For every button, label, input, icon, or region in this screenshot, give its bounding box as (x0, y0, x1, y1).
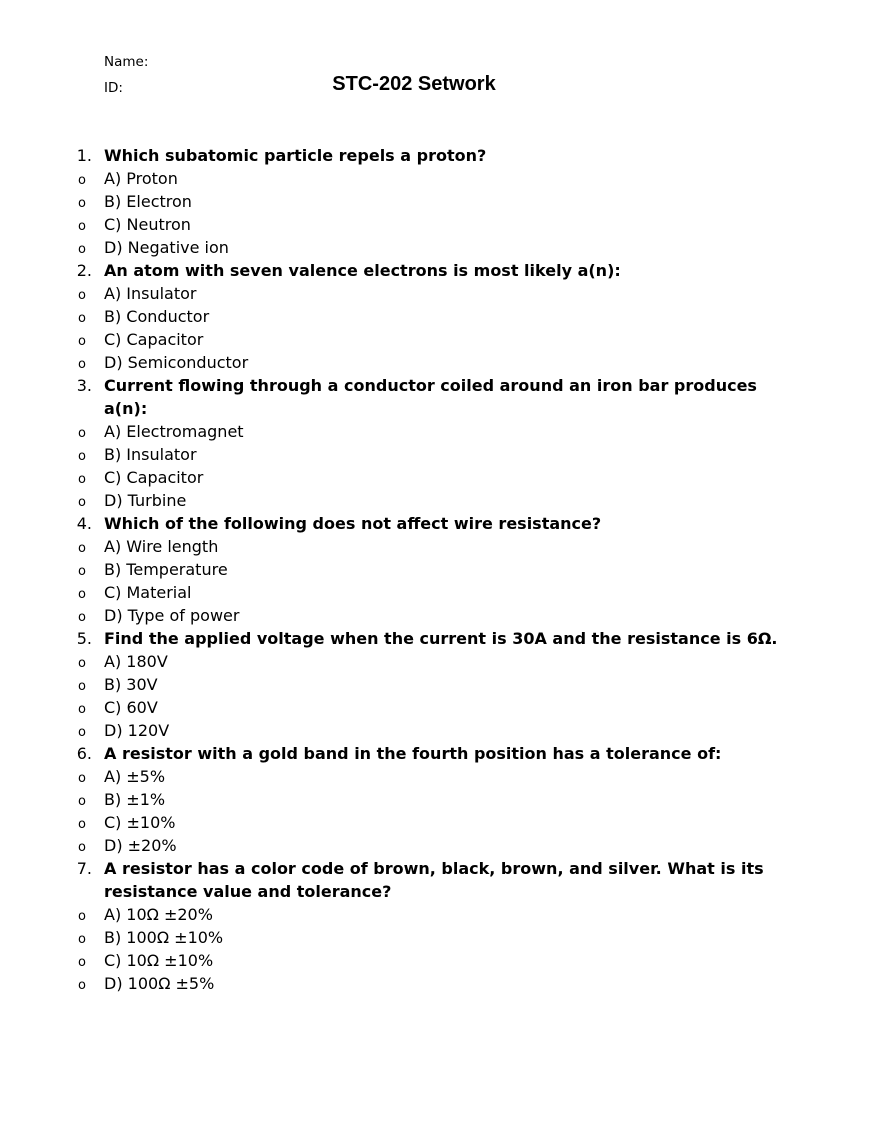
option-text: A) ±5% (104, 767, 166, 786)
option-text: A) 180V (104, 652, 168, 671)
question-3-option-1 (0, 420, 880, 443)
bullet-icon: o (78, 725, 86, 740)
question-text: Which subatomic particle repels a proton? (104, 146, 487, 165)
bullet-icon: o (78, 587, 86, 602)
option-text: D) Turbine (104, 491, 187, 510)
option-text: A) Electromagnet (104, 422, 244, 441)
option-text: B) 30V (104, 675, 158, 694)
bullet-icon: o (78, 564, 86, 579)
question-4 (0, 512, 880, 535)
option-text: D) Type of power (104, 606, 240, 625)
question-1-option-3 (0, 213, 880, 236)
question-2-option-4 (0, 351, 880, 374)
bullet-icon: o (78, 242, 86, 257)
question-4-option-1 (0, 535, 880, 558)
option-text: C) Capacitor (104, 330, 204, 349)
question-3 (0, 374, 880, 420)
option-text: A) 10Ω ±20% (104, 905, 213, 924)
option-text: B) Insulator (104, 445, 197, 464)
bullet-icon: o (78, 219, 86, 234)
question-5-option-3 (0, 696, 880, 719)
question-7-option-3 (0, 949, 880, 972)
bullet-icon: o (78, 610, 86, 625)
bullet-icon: o (78, 656, 86, 671)
question-text: Which of the following does not affect wire resistance? (104, 514, 602, 533)
question-text: Current flowing through a conductor coiled around an iron bar produces a(n): (104, 376, 757, 418)
option-text: A) Insulator (104, 284, 197, 303)
bullet-icon: o (78, 357, 86, 372)
question-4-option-4 (0, 604, 880, 627)
bullet-icon: o (78, 196, 86, 211)
question-number: 1. (76, 146, 92, 165)
option-text: B) Temperature (104, 560, 228, 579)
bullet-icon: o (78, 817, 86, 832)
option-text: C) 10Ω ±10% (104, 951, 214, 970)
question-1-option-1 (0, 167, 880, 190)
option-text: C) Capacitor (104, 468, 204, 487)
question-6 (0, 742, 880, 765)
question-7-option-1 (0, 903, 880, 926)
bullet-icon: o (78, 472, 86, 487)
question-text: A resistor has a color code of brown, black, brown, and silver. What is its resistance value and tolerance? (104, 859, 764, 901)
bullet-icon: o (78, 311, 86, 326)
name-label: Name: (104, 54, 149, 70)
bullet-icon: o (78, 909, 86, 924)
option-text: D) 100Ω ±5% (104, 974, 215, 993)
bullet-icon: o (78, 541, 86, 556)
bullet-icon: o (78, 426, 86, 441)
bullet-icon: o (78, 173, 86, 188)
option-text: C) Neutron (104, 215, 191, 234)
question-text: An atom with seven valence electrons is most likely a(n): (104, 261, 621, 280)
bullet-icon: o (78, 978, 86, 993)
question-number: 4. (76, 514, 92, 533)
option-text: B) 100Ω ±10% (104, 928, 224, 947)
question-text: A resistor with a gold band in the fourth position has a tolerance of: (104, 744, 722, 763)
question-4-option-2 (0, 558, 880, 581)
question-2-option-1 (0, 282, 880, 305)
question-5 (0, 627, 880, 650)
question-6-option-4 (0, 834, 880, 857)
question-7 (0, 857, 880, 903)
question-1-option-2 (0, 190, 880, 213)
option-text: A) Wire length (104, 537, 219, 556)
question-7-option-2 (0, 926, 880, 949)
question-3-option-4 (0, 489, 880, 512)
question-number: 5. (76, 629, 92, 648)
bullet-icon: o (78, 449, 86, 464)
option-text: C) Material (104, 583, 192, 602)
question-list (0, 144, 880, 995)
question-1-option-4 (0, 236, 880, 259)
option-text: D) ±20% (104, 836, 177, 855)
bullet-icon: o (78, 771, 86, 786)
option-text: C) 60V (104, 698, 158, 717)
question-1 (0, 144, 880, 167)
bullet-icon: o (78, 495, 86, 510)
bullet-icon: o (78, 288, 86, 303)
question-2-option-2 (0, 305, 880, 328)
option-text: D) Semiconductor (104, 353, 249, 372)
question-2 (0, 259, 880, 282)
bullet-icon: o (78, 955, 86, 970)
question-text: Find the applied voltage when the current is 30A and the resistance is 6Ω. (104, 629, 778, 648)
option-text: B) ±1% (104, 790, 166, 809)
question-5-option-4 (0, 719, 880, 742)
question-number: 2. (76, 261, 92, 280)
option-text: D) Negative ion (104, 238, 229, 257)
question-5-option-2 (0, 673, 880, 696)
question-number: 7. (76, 859, 92, 878)
question-6-option-2 (0, 788, 880, 811)
question-3-option-2 (0, 443, 880, 466)
question-5-option-1 (0, 650, 880, 673)
question-6-option-3 (0, 811, 880, 834)
page-title: STC-202 Setwork (332, 73, 496, 95)
bullet-icon: o (78, 794, 86, 809)
question-7-option-4 (0, 972, 880, 995)
question-6-option-1 (0, 765, 880, 788)
question-number: 3. (76, 376, 92, 395)
option-text: D) 120V (104, 721, 170, 740)
bullet-icon: o (78, 679, 86, 694)
option-text: C) ±10% (104, 813, 176, 832)
bullet-icon: o (78, 334, 86, 349)
question-2-option-3 (0, 328, 880, 351)
bullet-icon: o (78, 932, 86, 947)
question-4-option-3 (0, 581, 880, 604)
question-number: 6. (76, 744, 92, 763)
bullet-icon: o (78, 702, 86, 717)
option-text: B) Electron (104, 192, 192, 211)
id-label: ID: (104, 80, 123, 96)
option-text: A) Proton (104, 169, 178, 188)
bullet-icon: o (78, 840, 86, 855)
option-text: B) Conductor (104, 307, 210, 326)
question-3-option-3 (0, 466, 880, 489)
